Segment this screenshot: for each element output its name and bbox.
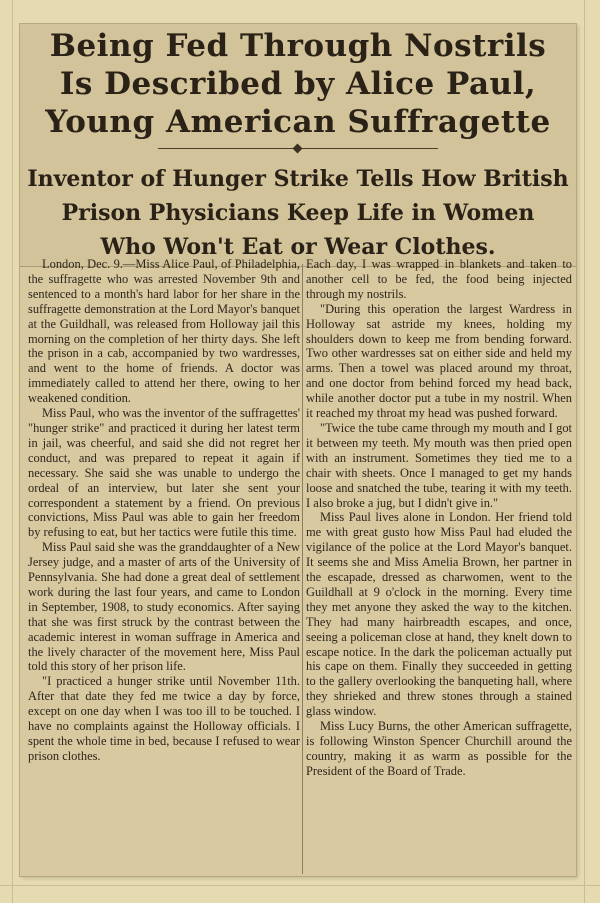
paragraph: Miss Paul, who was the inventor of the suffragettes' "hunger strike" and practiced it during her latest term in jail, was cheerful, and said she did not regret her conduct, and was prepared to repeat it again if necessary. She said she was unable to undergo the ordeal of an interview, but later she sent your correspondent a statement by a friend. On previous convictions, Miss Paul was able to gain her freedom by refusing to eat, but her tactics were futile this time. — [28, 406, 300, 540]
paragraph: Miss Lucy Burns, the other American suffragette, is following Winston Spencer Churchill around the country, making it as warm as possible for the President of the Board of Trade. — [306, 719, 572, 778]
page-grid-line — [0, 885, 600, 886]
paragraph: Each day, I was wrapped in blankets and taken to another cell to be fed, the food being injected through my nostrils. — [306, 257, 572, 301]
paragraph: "During this operation the largest Wardress in Holloway sat astride my knees, holding my shoulders down to keep me from bending forward. Two other wardresses sat on either side and held my arms. Then a towel was placed around my throat, and one doctor from behind forced my head back, while another doctor put a tube in my nostril. When it reached my throat my head was pushed forward. — [306, 301, 572, 421]
subhead-line-3: Who Won't Eat or Wear Clothes. — [100, 234, 496, 260]
subhead-line-1: Inventor of Hunger Strike Tells How British — [27, 166, 569, 192]
column-divider — [302, 264, 303, 874]
paragraph: London, Dec. 9.—Miss Alice Paul, of Philadelphia, the suffragette who was arrested November 9th and sentenced to a month's hard labor for her share in the suffragette demonstration at the Lord Mayor's banquet at the Guildhall, was released from Holloway jail this morning on the completion of her thirty days. She left the prison in a cab, accompanied by two wardresses, and went to the home of friends. A doctor was immediately called to attend her there, owing to her weakened condition. — [28, 257, 300, 406]
newspaper-clipping — [20, 24, 576, 876]
headline-line-2: Is Described by Alice Paul, — [59, 66, 537, 102]
paragraph: "I practiced a hunger strike until November 11th. After that date they fed me twice a day by force, except on one day when I was too ill to be touched. I have no complaints against the Holloway officials. I spent the whole time in bed, because I refused to wear prison clothes. — [28, 674, 300, 763]
headline-line-3: Young American Suffragette — [45, 104, 551, 140]
page-grid-line — [12, 0, 13, 903]
headline-line-1: Being Fed Through Nostrils — [49, 28, 547, 64]
paragraph: "Twice the tube came through my mouth and I got it between my teeth. My mouth was then pried open with an instrument. Sometimes they tied me to a chair with sheets. Once I managed to get my hands loose and snatched the tube, tearing it with my teeth. I also broke a jug, but I didn't give in." — [306, 420, 572, 510]
headline-divider — [158, 148, 438, 149]
divider-ornament — [293, 144, 303, 154]
paragraph: Miss Paul lives alone in London. Her friend told me with great gusto how Miss Paul had eluded the vigilance of the police at the Lord Mayor's banquet. It seems she and Miss Amelia Brown, her partner in the escapade, dressed as charwomen, went to the Guildhall at 9 o'clock in the morning. Every time they met anyone they asked the way to the kitchen. They had many hairbreadth escapes, and once, seeing a policeman close at hand, they knelt down to escape notice. In the dark the policeman actually put his cape on them. Finally they succeeded in getting to the gallery overlooking the banqueting hall, where they shrieked and threw stones through a stained glass window. — [306, 510, 572, 719]
paragraph: Miss Paul said she was the granddaughter of a New Jersey judge, and a master of arts of the University of Pennsylvania. She had done a great deal of settlement work during the last four years, and came to London in September, 1908, to study economics. After saying that she was first struck by the contrast between the academic interest in woman suffrage in America and the lively character of the movement here, Miss Paul told this story of her prison life. — [28, 540, 300, 674]
headline-block — [20, 24, 576, 267]
subhead-line-2: Prison Physicians Keep Life in Women — [61, 200, 535, 226]
article-column-right — [306, 257, 572, 869]
page-grid-line — [584, 0, 585, 903]
article-column-left — [28, 257, 300, 869]
